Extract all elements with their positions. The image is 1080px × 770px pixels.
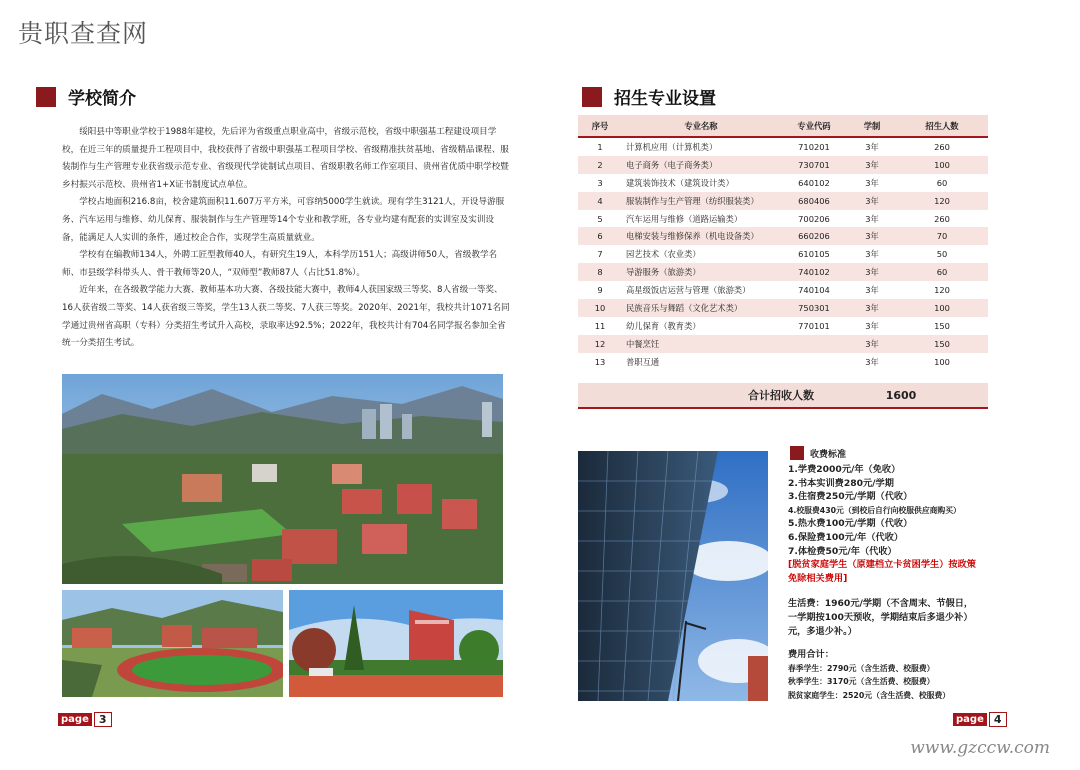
major-name: 园艺技术（农业类） [622, 245, 780, 263]
page-number-right [953, 712, 1007, 727]
table-row [578, 137, 988, 156]
major-name: 普职互通 [622, 353, 780, 371]
major-name: 电梯安装与维修保养（机电设备类） [622, 227, 780, 245]
heading-square-icon [36, 87, 56, 107]
column-header: 序号 [578, 115, 622, 137]
fee-sum-title: 费用合计： [788, 649, 834, 661]
study-length: 3年 [848, 137, 896, 156]
table-row [578, 353, 988, 371]
table-row [578, 317, 988, 335]
fee-item: 7.体检费50元/年（代收） [788, 545, 897, 557]
study-length: 3年 [848, 317, 896, 335]
major-code: 750301 [780, 299, 848, 317]
school-intro-text [62, 124, 510, 353]
enrollment-count: 150 [896, 317, 988, 335]
table-row [578, 245, 988, 263]
study-length: 3年 [848, 174, 896, 192]
fee-item: 6.保险费100元/年（代收） [788, 531, 904, 543]
row-index: 8 [578, 263, 622, 281]
table-row [578, 299, 988, 317]
heading-square-icon [582, 87, 602, 107]
sports-field-photo [62, 590, 283, 697]
heading-square-icon [790, 446, 804, 460]
major-code: 710201 [780, 137, 848, 156]
enrollment-count: 50 [896, 245, 988, 263]
enrollment-count: 260 [896, 210, 988, 228]
major-code [780, 353, 848, 371]
page-number-left [58, 712, 112, 727]
study-length: 3年 [848, 210, 896, 228]
total-enrollment-row [578, 383, 988, 409]
major-code [780, 335, 848, 353]
table-row [578, 263, 988, 281]
intro-paragraph: 绥阳县中等职业学校于1988年建校，先后评为省级重点职业高中，省级示范校，省级中职强基工程建设项目学校，在近三年的质量提升工程项目中，我校获得了省级中职强基工程项目学校、省级精准扶贫基地、省级精品课程、服装制作与生产管理专业获省级示范专业、省级现代学徒制试点项目、省级职教名师工作室项目、贵州省优质中职学校暨乡村振兴示范校、贵州省1+X证书制度试点单位。 [62, 127, 509, 190]
enrollment-count: 70 [896, 227, 988, 245]
major-code: 680406 [780, 192, 848, 210]
fee-list [788, 463, 1018, 703]
campus-aerial-photo [62, 374, 503, 584]
total-label: 合计招收人数 [748, 389, 814, 402]
table-row [578, 174, 988, 192]
fee-sum-item: 脱贫家庭学生：2520元（含生活费、校服费） [788, 690, 951, 700]
study-length: 3年 [848, 263, 896, 281]
fee-item: 3.住宿费250元/学期（代收） [788, 491, 913, 503]
row-index: 11 [578, 317, 622, 335]
fee-item: 5.热水费100元/学期（代收） [788, 518, 913, 530]
enrollment-count: 100 [896, 156, 988, 174]
site-watermark: 贵职查查网 [18, 19, 149, 48]
page-number: 3 [94, 712, 112, 727]
fee-exemption-notice: [脱贫家庭学生（原建档立卡贫困学生）按政策 [788, 559, 976, 571]
intro-paragraph: 学校占地面积216.8亩，校舍建筑面积11.607万平方米，可容纳5000学生就读。现有学生3121人，开设导游服务、汽车运用与维修、幼儿保育、服装制作与生产管理等14个专业和教学班，各专业均建有配套的实训室及实训设备，能满足人人实训的条件，通过校企合作，实现学生高质量就业。 [62, 197, 505, 243]
page-label: page [58, 713, 92, 726]
column-header: 专业名称 [622, 115, 780, 137]
major-code: 730701 [780, 156, 848, 174]
enrollment-count: 60 [896, 263, 988, 281]
study-length: 3年 [848, 335, 896, 353]
major-code: 700206 [780, 210, 848, 228]
row-index: 3 [578, 174, 622, 192]
row-index: 6 [578, 227, 622, 245]
enrollment-count: 120 [896, 192, 988, 210]
table-row [578, 227, 988, 245]
row-index: 9 [578, 281, 622, 299]
living-expense: 元，多退少补。） [788, 625, 857, 637]
major-name: 电子商务（电子商务类） [622, 156, 780, 174]
study-length: 3年 [848, 281, 896, 299]
row-index: 4 [578, 192, 622, 210]
major-code: 640102 [780, 174, 848, 192]
major-name: 汽车运用与维修（道路运输类） [622, 210, 780, 228]
table-row [578, 192, 988, 210]
living-expense: 一学期按100天预收，学期结束后多退少补） [788, 611, 973, 623]
major-name: 服装制作与生产管理（纺织服装类） [622, 192, 780, 210]
row-index: 5 [578, 210, 622, 228]
total-value: 1600 [885, 388, 917, 402]
enrollment-count: 120 [896, 281, 988, 299]
school-intro-heading [36, 84, 136, 109]
glass-building-photo [578, 451, 768, 701]
fee-item: 2.书本实训费280元/学期 [788, 477, 894, 489]
major-name: 幼儿保育（教育类） [622, 317, 780, 335]
major-code: 740104 [780, 281, 848, 299]
site-url-watermark: www.gzccw.com [910, 738, 1050, 758]
column-header: 招生人数 [896, 115, 988, 137]
fee-exemption-notice: 免除相关费用] [788, 572, 848, 584]
enrollment-count: 60 [896, 174, 988, 192]
fee-standard-title: 收费标准 [810, 449, 847, 460]
major-code: 610105 [780, 245, 848, 263]
majors-title: 招生专业设置 [614, 89, 716, 109]
major-code: 660206 [780, 227, 848, 245]
study-length: 3年 [848, 192, 896, 210]
fee-item: 4.校服费430元（到校后自行向校服供应商购买） [788, 505, 961, 515]
column-header: 学制 [848, 115, 896, 137]
row-index: 13 [578, 353, 622, 371]
page-label: page [953, 713, 987, 726]
major-code: 770101 [780, 317, 848, 335]
major-name: 建筑装饰技术（建筑设计类） [622, 174, 780, 192]
study-length: 3年 [848, 299, 896, 317]
major-name: 导游服务（旅游类） [622, 263, 780, 281]
row-index: 2 [578, 156, 622, 174]
study-length: 3年 [848, 156, 896, 174]
enrollment-count: 100 [896, 299, 988, 317]
table-row [578, 156, 988, 174]
page-number: 4 [989, 712, 1007, 727]
major-name: 高星级饭店运营与管理（旅游类） [622, 281, 780, 299]
major-name: 民族音乐与舞蹈（文化艺术类） [622, 299, 780, 317]
row-index: 1 [578, 137, 622, 156]
row-index: 10 [578, 299, 622, 317]
living-expense: 生活费：1960元/学期（不含周末、节假日， [788, 598, 974, 610]
enrollment-count: 260 [896, 137, 988, 156]
fee-sum-item: 秋季学生：3170元（含生活费、校服费） [788, 677, 935, 687]
column-header: 专业代码 [780, 115, 848, 137]
table-row [578, 335, 988, 353]
study-length: 3年 [848, 245, 896, 263]
majors-table-header [578, 115, 988, 137]
row-index: 12 [578, 335, 622, 353]
fee-item: 1.学费2000元/年（免收） [788, 464, 901, 475]
school-building-photo [289, 590, 503, 697]
fee-standard-heading [790, 446, 846, 460]
study-length: 3年 [848, 353, 896, 371]
table-row [578, 210, 988, 228]
enrollment-count: 150 [896, 335, 988, 353]
major-name: 计算机应用（计算机类） [622, 137, 780, 156]
fee-sum-item: 春季学生：2790元（含生活费、校服费） [788, 663, 935, 673]
majors-table [578, 115, 988, 371]
major-name: 中餐烹饪 [622, 335, 780, 353]
major-code: 740102 [780, 263, 848, 281]
row-index: 7 [578, 245, 622, 263]
study-length: 3年 [848, 227, 896, 245]
majors-heading [582, 84, 716, 109]
table-row [578, 281, 988, 299]
intro-paragraph: 学校有在编教师134人，外聘工匠型教师40人，有研究生19人，本科学历151人；高级讲师50人，省级教学名师、市县级学科带头人、骨干教师等20人，“双师型”教师87人（占比51.8%）。 [62, 250, 498, 278]
enrollment-count: 100 [896, 353, 988, 371]
school-intro-title: 学校简介 [68, 89, 136, 109]
intro-paragraph: 近年来，在各级教学能力大赛、教师基本功大赛、各级技能大赛中，教师4人获国家级三等奖、8人省级一等奖、16人获省级二等奖、14人获省级三等奖，学生13人获二等奖、7人获三等奖。2020年、2021年，我校共计1071名同学通过贵州省高职（专科）分类招生考试升入高校，录取率达92.5%；2022年，我校共计有704名同学报名参加全省统一分类招生考试。 [62, 285, 510, 349]
